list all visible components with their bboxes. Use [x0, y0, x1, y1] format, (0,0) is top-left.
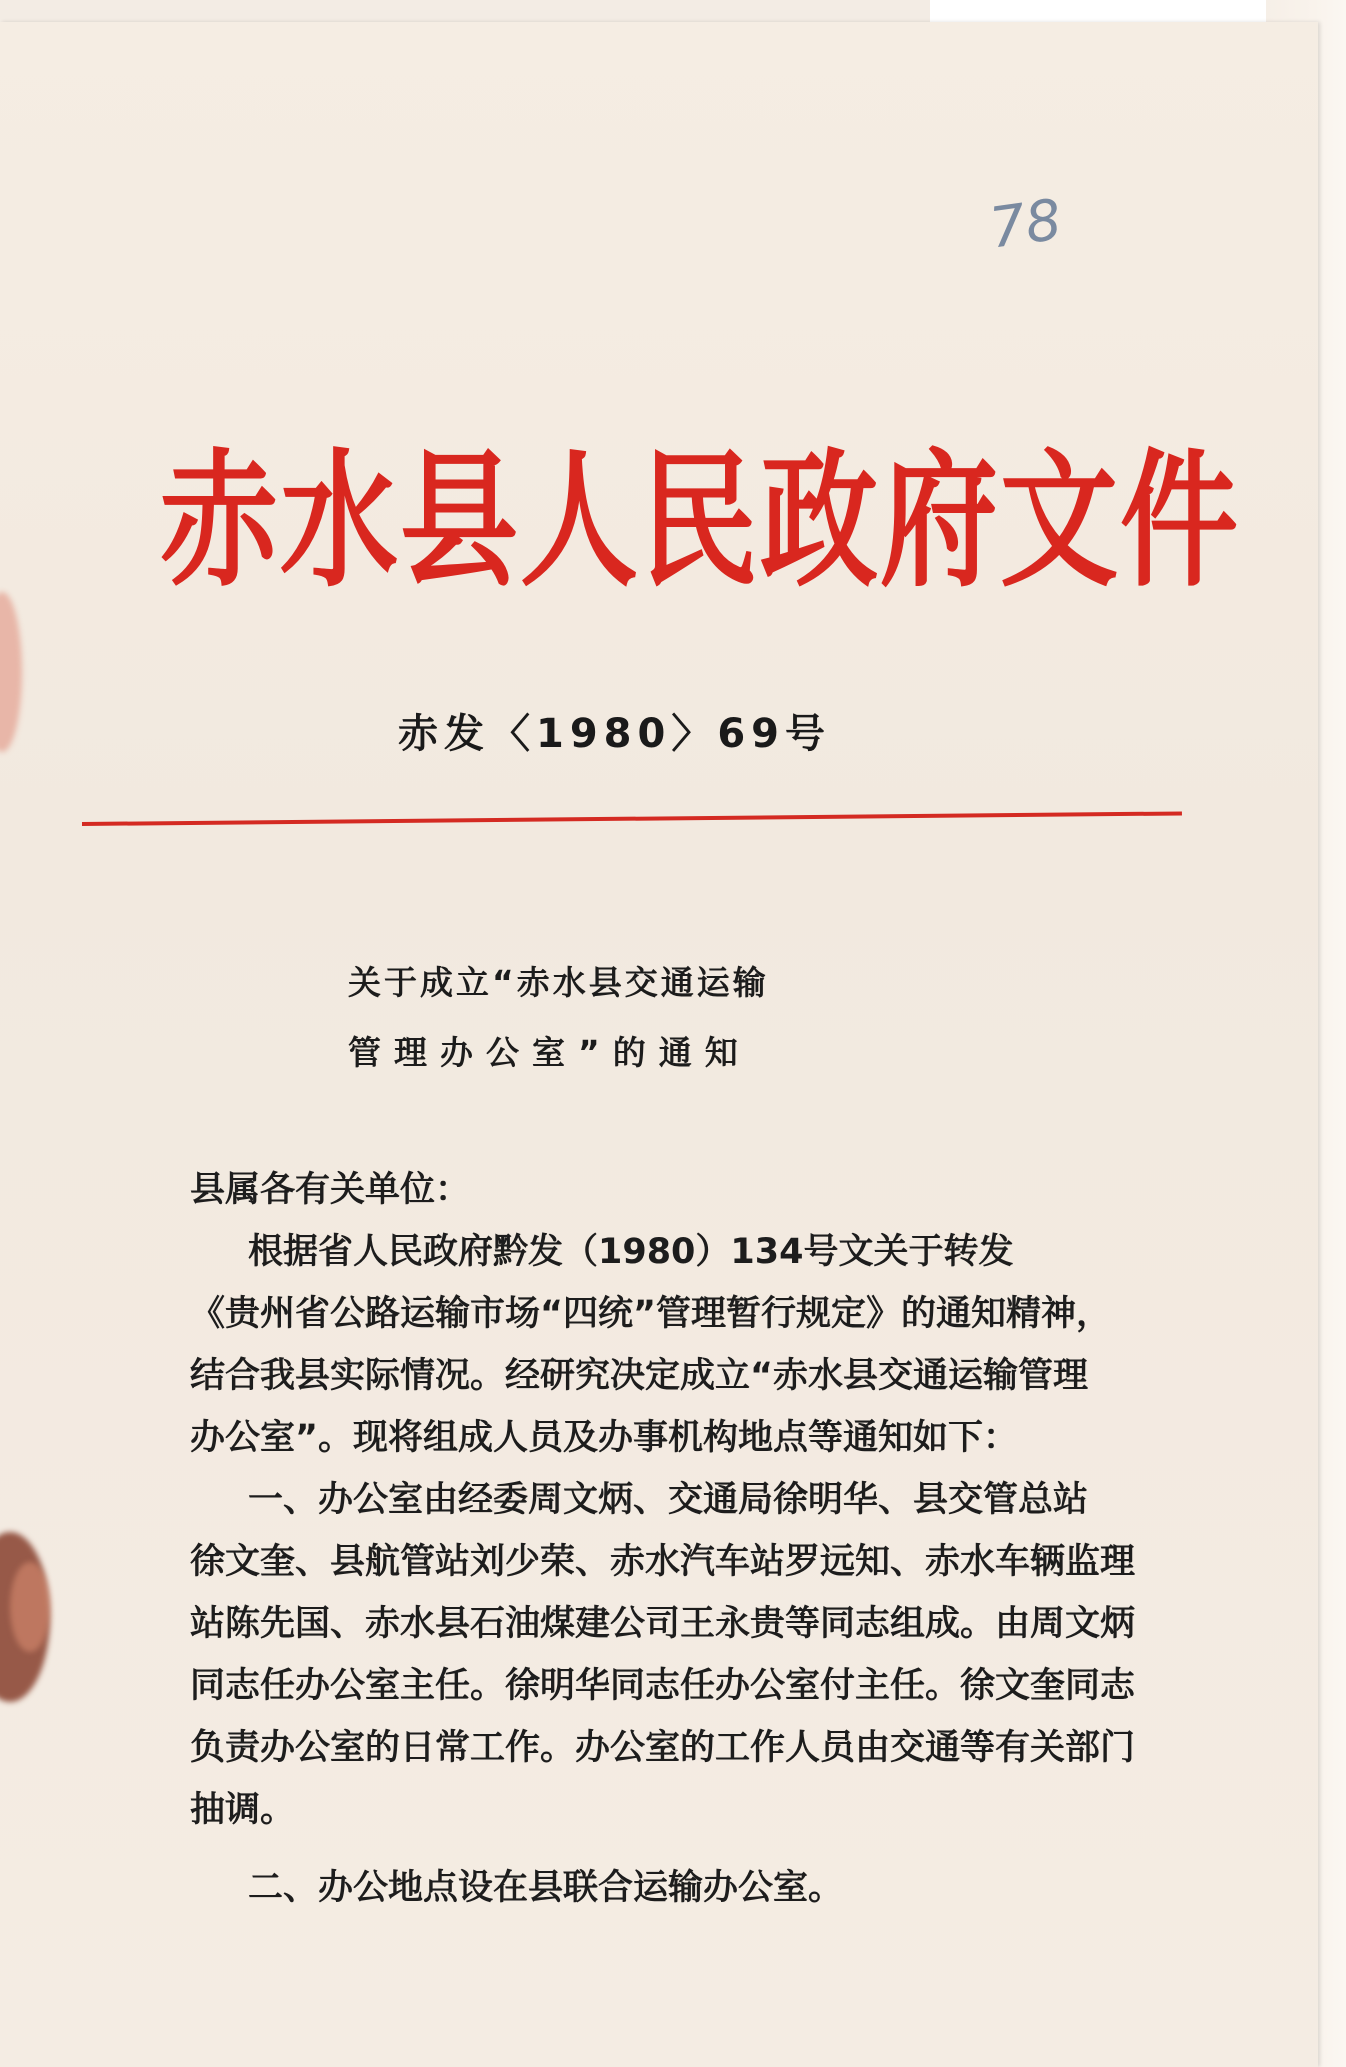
document-masthead: 赤水县人民政府文件 [160, 434, 1241, 607]
body-line: 一、办公室由经委周文炳、交通局徐明华、县交管总站 [248, 1480, 1089, 1520]
body-line: 负责办公室的日常工作。办公室的工作人员由交通等有关部门 [190, 1728, 1136, 1768]
body-line: 二、办公地点设在县联合运输办公室。 [248, 1868, 844, 1908]
body-line: 抽调。 [190, 1790, 296, 1830]
body-line: 《贵州省公路运输市场“四统”管理暂行规定》的通知精神， [190, 1294, 1112, 1334]
document-page [0, 22, 1318, 2067]
salutation: 县属各有关单位： [190, 1170, 471, 1210]
notice-title-line-1: 关于成立“赤水县交通运输 [348, 963, 769, 1002]
body-line: 结合我县实际情况。经研究决定成立“赤水县交通运输管理 [190, 1356, 1089, 1396]
body-line: 办公室”。现将组成人员及办事机构地点等通知如下： [190, 1418, 1019, 1458]
red-stain-mark [0, 592, 22, 752]
body-line: 站陈先国、赤水县石油煤建公司王永贵等同志组成。由周文炳 [190, 1604, 1136, 1644]
red-stain-mark-small [10, 1562, 50, 1652]
body-line: 根据省人民政府黔发（1980）134号文关于转发 [248, 1232, 1014, 1272]
document-number: 赤发〈1980〉69号 [398, 711, 831, 757]
red-divider-line [82, 811, 1182, 826]
body-line: 同志任办公室主任。徐明华同志任办公室付主任。徐文奎同志 [190, 1666, 1136, 1706]
handwritten-page-number: 78 [985, 187, 1066, 262]
body-line: 徐文奎、县航管站刘少荣、赤水汽车站罗远知、赤水车辆监理 [190, 1542, 1136, 1582]
notice-title-line-2: 管理办公室”的通知 [348, 1033, 751, 1072]
